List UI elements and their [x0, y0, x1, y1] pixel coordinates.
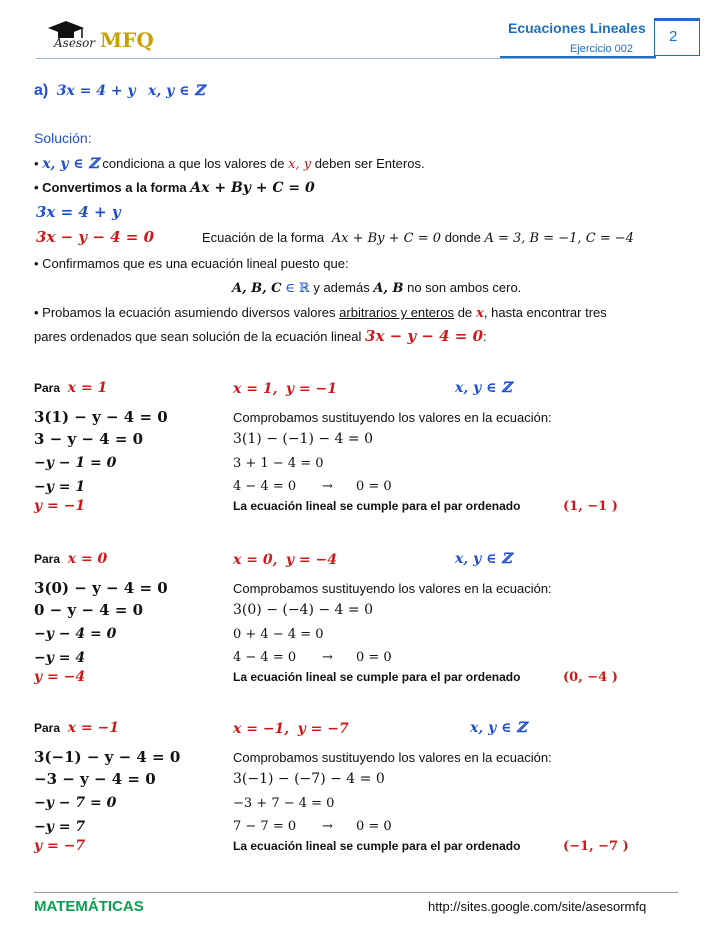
case-check-3b: 0 = 0 [356, 479, 392, 494]
footer-subject: MATEMÁTICAS [34, 898, 144, 915]
header-title: Ecuaciones Lineales [508, 20, 646, 36]
bullet-4-pre: • Probamos la ecuación asumiendo diversos valores [34, 305, 336, 320]
case-pair-y: y = −4 [285, 552, 337, 568]
case-check-1: 3(0) − (−4) − 4 = 0 [233, 602, 374, 618]
case-check-3b: 0 = 0 [356, 650, 392, 665]
case-pair-x: x = 0, [233, 552, 278, 568]
footer-url[interactable]: http://sites.google.com/site/asesormfq [428, 899, 647, 914]
bullet-3-condition [232, 280, 521, 296]
case-left-3: −y − 4 = 0 [34, 626, 117, 642]
eq-1: 3x = 4 + y [36, 203, 121, 221]
case-para: Para [34, 721, 61, 735]
case-left-5: y = −4 [34, 669, 86, 685]
case-pair: (1, −1 ) [563, 499, 618, 514]
case-conclusion: La ecuación lineal se cumple para el par ordenado [233, 670, 521, 684]
case-conclusion: La ecuación lineal se cumple para el par ordenado [233, 839, 521, 853]
bullet-4-underline: arbitrarios y enteros [339, 305, 455, 320]
case-conclusion: La ecuación lineal se cumple para el par ordenado [233, 499, 521, 513]
case-domain: x, y ∈ ℤ [470, 720, 527, 736]
bullet-3-in: ∈ ℝ [285, 281, 310, 296]
eq-2-desc: Ecuación de la forma [202, 230, 325, 245]
case-pair: (0, −4 ) [563, 670, 618, 685]
bullet-4-line1 [34, 305, 607, 321]
case-left-4: −y = 7 [34, 819, 86, 835]
case-left-4: −y = 4 [34, 650, 86, 666]
case-check-1: 3(−1) − (−7) − 4 = 0 [233, 771, 385, 787]
bullet-3-ab: A, B [373, 281, 404, 296]
bullet-3-end: no son ambos cero. [407, 280, 522, 295]
case-check-3a: 4 − 4 = 0 [233, 479, 297, 494]
case-arrow: → [322, 819, 333, 834]
case-2 [0, 549, 728, 699]
solution-heading: Solución: [34, 130, 92, 146]
case-left-2: 3 − y − 4 = 0 [34, 430, 144, 448]
case-pair-x: x = 1, [233, 381, 278, 397]
case-check-2: −3 + 7 − 4 = 0 [233, 796, 335, 811]
page-number-box [654, 18, 700, 56]
problem-line [34, 82, 136, 100]
header-subtitle: Ejercicio 002 [570, 43, 633, 55]
eq-2-form: Ax + By + C = 0 [331, 231, 442, 246]
logo [40, 18, 160, 54]
case-check-title: Comprobamos sustituyendo los valores en la ecuación: [233, 581, 552, 596]
bullet-1-xy: x, y [288, 157, 312, 172]
bullet-3: • Confirmamos que es una ecuación lineal puesto que: [34, 256, 349, 271]
eq-2-desc-line [202, 230, 634, 246]
case-check-2: 0 + 4 − 4 = 0 [233, 627, 324, 642]
bullet-4-de: de [457, 305, 473, 320]
case-pair: (−1, −7 ) [563, 839, 629, 854]
case-para: Para [34, 381, 61, 395]
problem-equation: 3x = 4 + y [56, 83, 136, 99]
case-check-3b: 0 = 0 [356, 819, 392, 834]
case-pair-x: x = −1, [233, 721, 290, 737]
problem-label: a) [34, 82, 49, 99]
bullet-1-sym: x, y ∈ ℤ [42, 156, 99, 172]
header-rule [36, 58, 656, 59]
bullet-3-abc: A, B, C [232, 281, 282, 296]
case-check-2: 3 + 1 − 4 = 0 [233, 456, 324, 471]
case-left-1: 3(−1) − y − 4 = 0 [34, 748, 181, 766]
case-left-5: y = −1 [34, 498, 86, 514]
case-domain: x, y ∈ ℤ [455, 380, 512, 396]
bullet-1: • x, y ∈ ℤ condiciona a que los valores de x, y deben ser Enteros. [34, 156, 425, 172]
problem-domain: x, y ∈ ℤ [148, 83, 205, 99]
case-left-5: y = −7 [34, 838, 86, 854]
bullet-4-colon: : [483, 329, 487, 344]
bullet-4-x: x [476, 306, 484, 321]
case-left-1: 3(0) − y − 4 = 0 [34, 579, 168, 597]
case-xval: x = −1 [67, 720, 119, 736]
logo-small-text: Asesor [54, 36, 96, 50]
case-xval: x = 1 [67, 380, 108, 396]
case-check-title: Comprobamos sustituyendo los valores en la ecuación: [233, 750, 552, 765]
case-arrow: → [322, 479, 333, 494]
case-left-2: −3 − y − 4 = 0 [34, 770, 156, 788]
case-para: Para [34, 552, 61, 566]
bullet-2-form: Ax + By + C = 0 [190, 180, 315, 196]
case-left-4: −y = 1 [34, 479, 86, 495]
eq-2: 3x − y − 4 = 0 [36, 228, 155, 246]
case-check-3a: 4 − 4 = 0 [233, 650, 297, 665]
case-check-3a: 7 − 7 = 0 [233, 819, 297, 834]
eq-2-vals: A = 3, B = −1, C = −4 [484, 231, 634, 246]
bullet-1-text1: condiciona a que los valores de [102, 156, 285, 171]
case-check-1: 3(1) − (−1) − 4 = 0 [233, 431, 374, 447]
bullet-2-text: • Convertimos a la forma [34, 180, 187, 195]
bullet-4-eq: 3x − y − 4 = 0 [365, 327, 484, 345]
case-3 [0, 718, 728, 868]
case-pair-y: y = −1 [285, 381, 337, 397]
case-check-title: Comprobamos sustituyendo los valores en la ecuación: [233, 410, 552, 425]
case-left-2: 0 − y − 4 = 0 [34, 601, 144, 619]
case-left-1: 3(1) − y − 4 = 0 [34, 408, 168, 426]
footer-rule [34, 892, 678, 893]
eq-2-donde: donde [444, 230, 481, 245]
header-rule-accent [500, 56, 656, 58]
case-left-3: −y − 7 = 0 [34, 795, 117, 811]
bullet-1-text2: deben ser Enteros. [314, 156, 425, 171]
case-xval: x = 0 [67, 551, 108, 567]
logo-big-text: MFQ [100, 28, 154, 52]
bullet-4-line2-text: pares ordenados que sean solución de la ecuación lineal [34, 329, 362, 344]
bullet-4-line2 [34, 327, 487, 345]
case-arrow: → [322, 650, 333, 665]
case-domain: x, y ∈ ℤ [455, 551, 512, 567]
case-left-3: −y − 1 = 0 [34, 455, 117, 471]
case-1 [0, 378, 728, 528]
bullet-4-post: , hasta encontrar tres [483, 305, 607, 320]
bullet-2 [34, 180, 315, 196]
bullet-3-mid: y además [313, 280, 370, 295]
case-pair-y: y = −7 [297, 721, 349, 737]
page-number: 2 [669, 28, 678, 45]
